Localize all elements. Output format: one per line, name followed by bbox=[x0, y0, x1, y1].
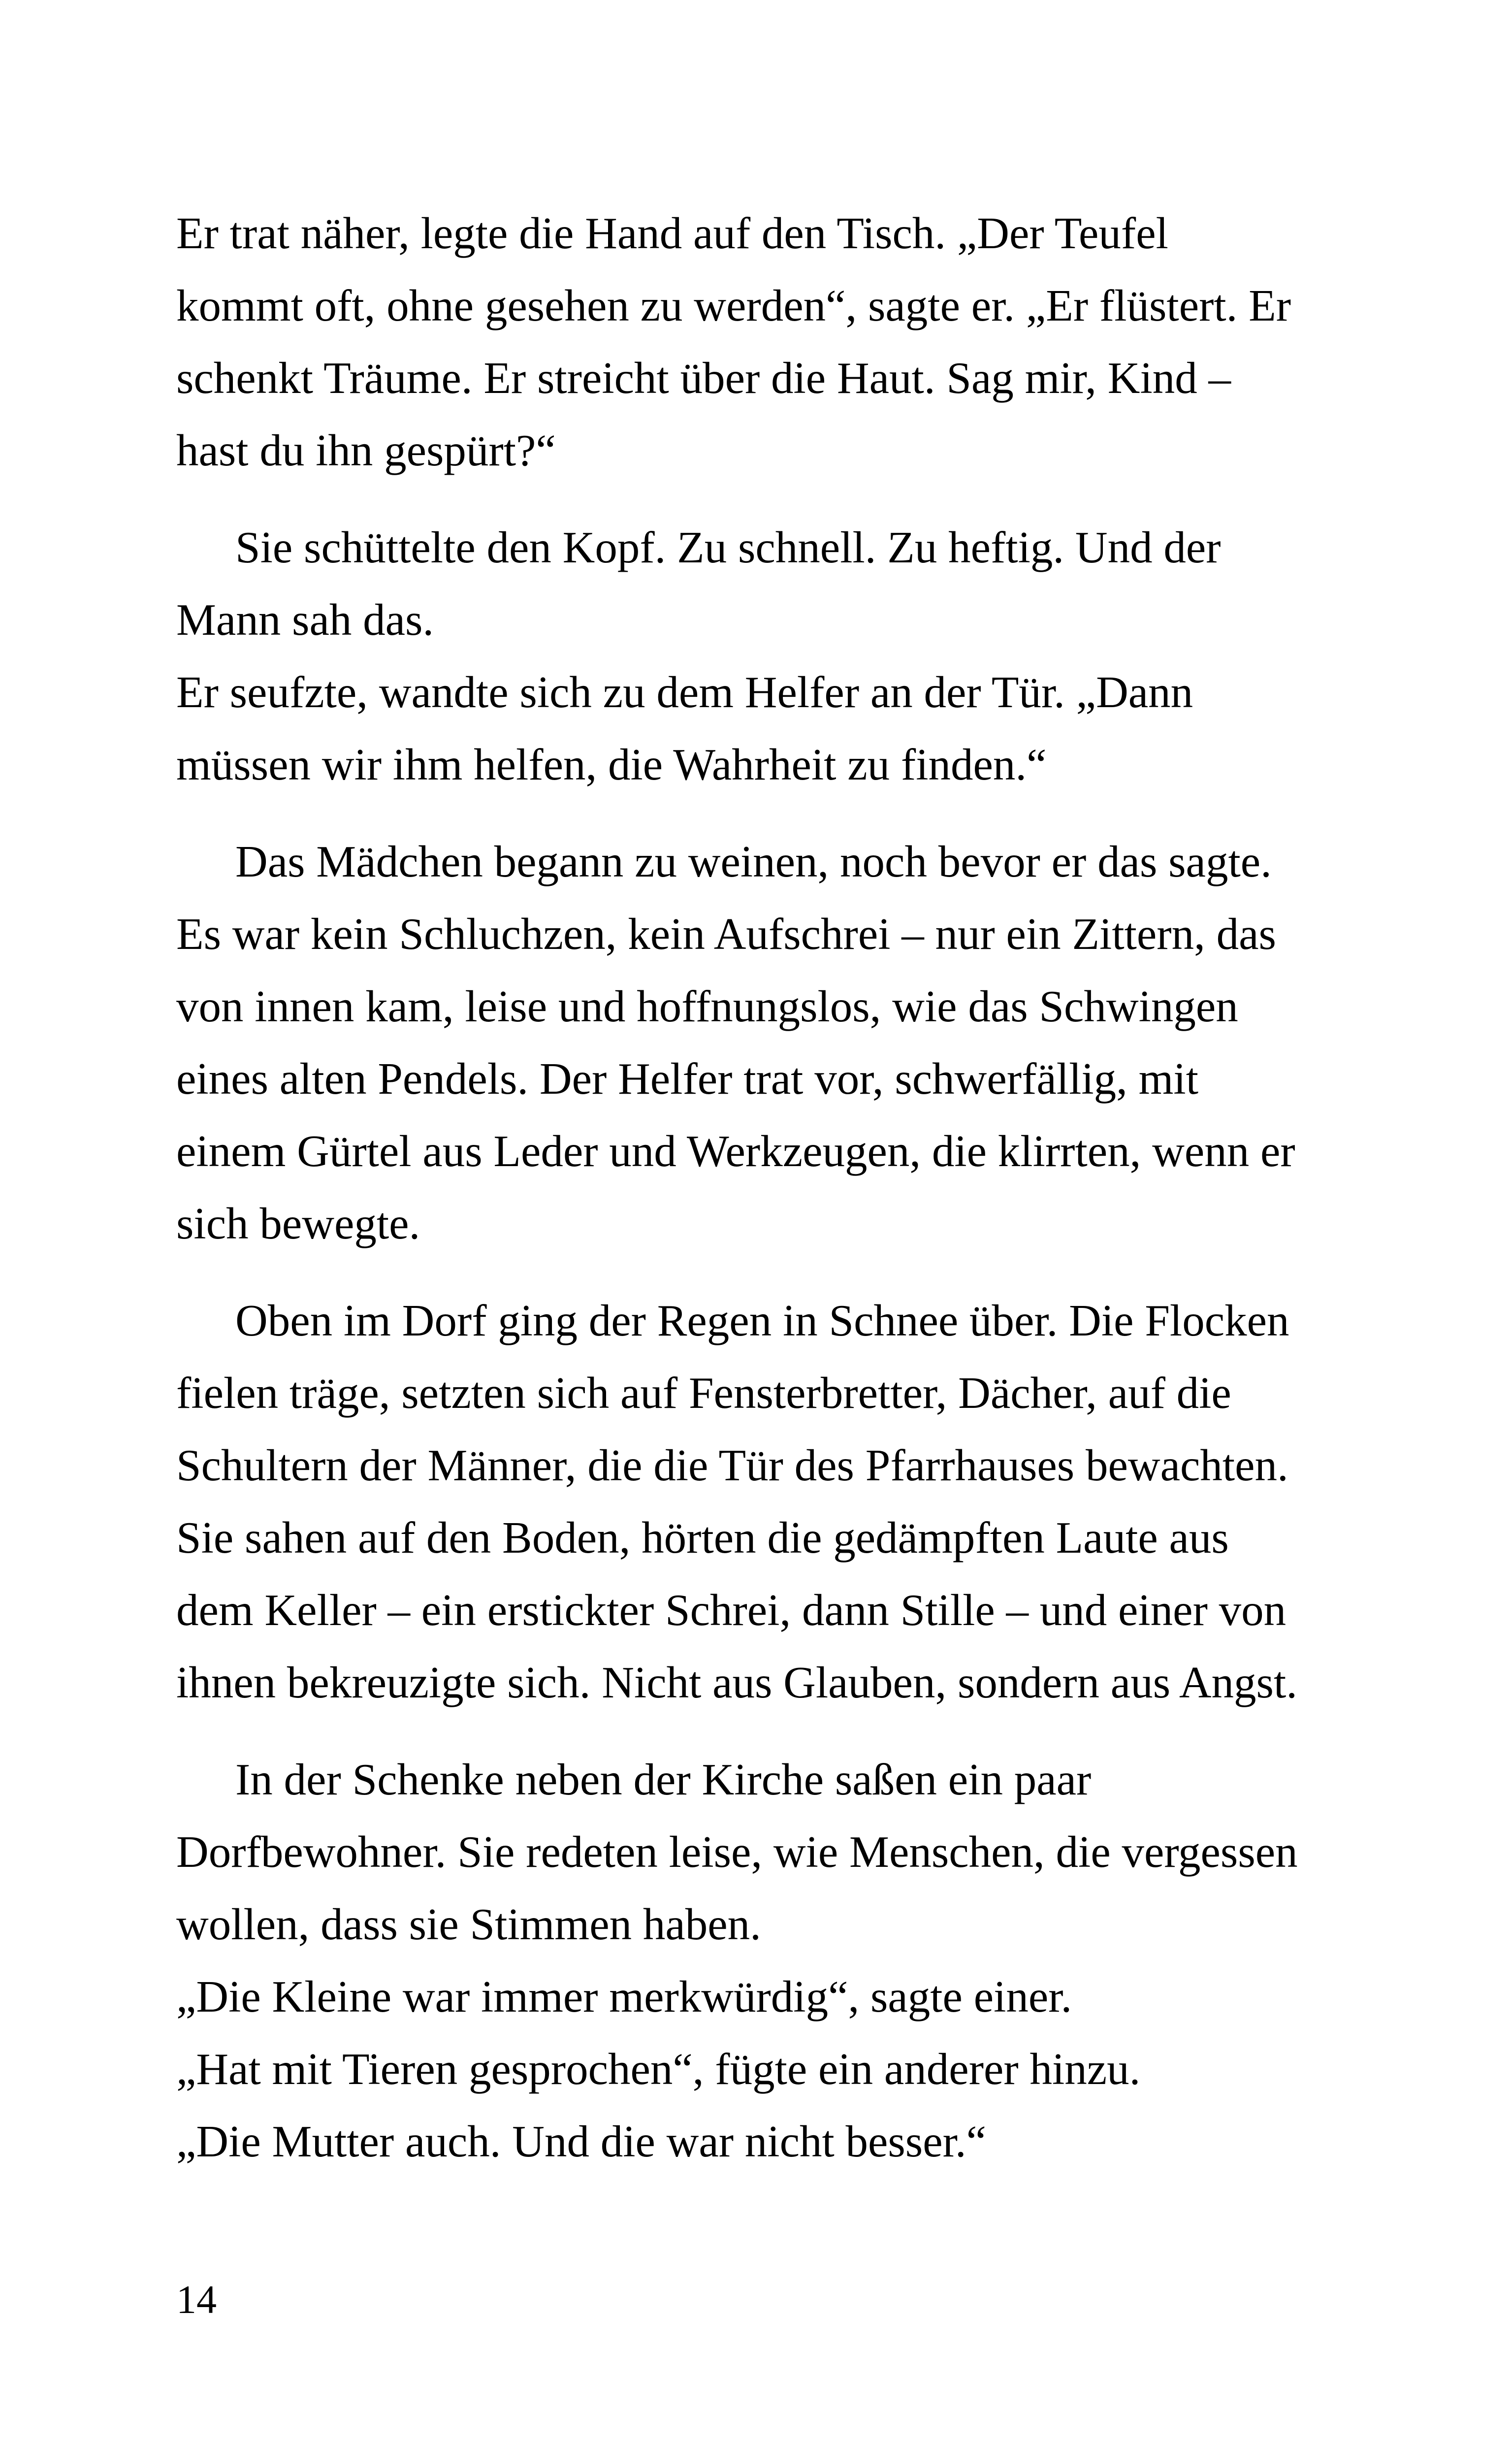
paragraph-1 bbox=[176, 197, 1348, 487]
paragraph-4 bbox=[176, 1284, 1348, 1719]
text-line: hast du ihn gespürt?“ bbox=[176, 425, 556, 475]
paragraph-2 bbox=[176, 511, 1348, 801]
text-line: In der Schenke neben der Kirche saßen ein paar bbox=[235, 1755, 1092, 1804]
page-number: 14 bbox=[176, 2277, 217, 2322]
text-line: ihnen bekreuzigte sich. Nicht aus Glauben, sondern aus Angst. bbox=[176, 1658, 1297, 1707]
text-line: schenkt Träume. Er streicht über die Haut. Sag mir, Kind – bbox=[176, 353, 1231, 403]
text-line: wollen, dass sie Stimmen haben. bbox=[176, 1899, 761, 1949]
text-line: „Hat mit Tieren gesprochen“, fügte ein anderer hinzu. bbox=[176, 2044, 1141, 2094]
text-line: Er seufzte, wandte sich zu dem Helfer an der Tür. „Dann bbox=[176, 667, 1193, 717]
text-line: Dorfbewohner. Sie redeten leise, wie Menschen, die vergessen bbox=[176, 1827, 1298, 1877]
text-line: Schultern der Männer, die die Tür des Pfarrhauses bewachten. bbox=[176, 1440, 1288, 1490]
text-line: „Die Mutter auch. Und die war nicht besser.“ bbox=[176, 2117, 987, 2166]
text-line: „Die Kleine war immer merkwürdig“, sagte einer. bbox=[176, 1972, 1072, 2021]
body-text bbox=[176, 197, 1348, 2202]
text-line: eines alten Pendels. Der Helfer trat vor, schwerfällig, mit bbox=[176, 1054, 1198, 1104]
text-line: kommt oft, ohne gesehen zu werden“, sagte er. „Er flüstert. Er bbox=[176, 281, 1291, 330]
paragraph-5 bbox=[176, 1743, 1348, 2178]
text-line: müssen wir ihm helfen, die Wahrheit zu finden.“ bbox=[176, 740, 1047, 789]
text-line: Das Mädchen begann zu weinen, noch bevor er das sagte. bbox=[235, 837, 1272, 886]
text-line: sich bewegte. bbox=[176, 1199, 420, 1248]
text-line: einem Gürtel aus Leder und Werkzeugen, die klirrten, wenn er bbox=[176, 1126, 1295, 1176]
text-line: Sie sahen auf den Boden, hörten die gedämpften Laute aus bbox=[176, 1513, 1229, 1563]
text-line: Mann sah das. bbox=[176, 595, 434, 645]
text-line: Es war kein Schluchzen, kein Aufschrei – nur ein Zittern, das bbox=[176, 909, 1276, 959]
text-line: Sie schüttelte den Kopf. Zu schnell. Zu heftig. Und der bbox=[235, 522, 1221, 572]
text-line: dem Keller – ein erstickter Schrei, dann Stille – und einer von bbox=[176, 1585, 1287, 1635]
text-line: Oben im Dorf ging der Regen in Schnee über. Die Flocken bbox=[235, 1296, 1289, 1345]
text-line: von innen kam, leise und hoffnungslos, wie das Schwingen bbox=[176, 981, 1238, 1031]
paragraph-3 bbox=[176, 825, 1348, 1260]
text-line: Er trat näher, legte die Hand auf den Tisch. „Der Teufel bbox=[176, 208, 1168, 258]
text-line: fielen träge, setzten sich auf Fensterbretter, Dächer, auf die bbox=[176, 1368, 1231, 1418]
